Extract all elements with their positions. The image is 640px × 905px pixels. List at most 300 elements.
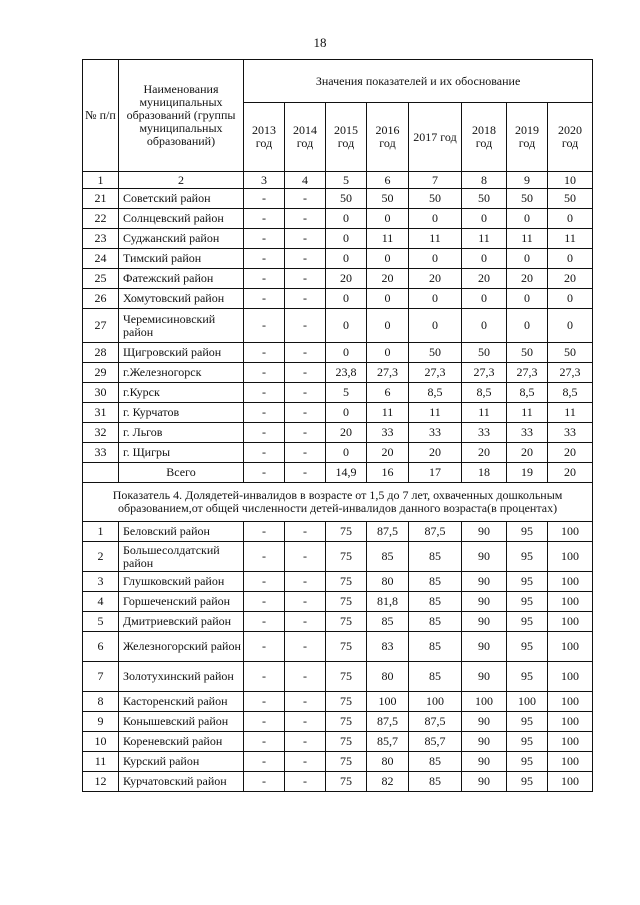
value-cell: 8,5 — [548, 383, 593, 403]
value-cell: - — [285, 249, 326, 269]
value-cell: 85 — [409, 542, 462, 572]
value-cell: 33 — [409, 423, 462, 443]
row-name: Дмитриевский район — [119, 612, 244, 632]
header-year: 2018 год — [462, 103, 507, 172]
value-cell: 20 — [367, 269, 409, 289]
value-cell: - — [244, 772, 285, 792]
row-num: 9 — [83, 712, 119, 732]
value-cell: 90 — [462, 572, 507, 592]
value-cell: - — [285, 612, 326, 632]
value-cell: 0 — [367, 289, 409, 309]
header-values: Значения показателей и их обоснование — [244, 60, 593, 103]
value-cell: - — [285, 712, 326, 732]
value-cell: 95 — [507, 752, 548, 772]
value-cell: 27,3 — [367, 363, 409, 383]
value-cell: 8,5 — [507, 383, 548, 403]
value-cell: 90 — [462, 632, 507, 662]
value-cell: 20 — [507, 443, 548, 463]
value-cell: 50 — [462, 343, 507, 363]
value-cell: - — [285, 772, 326, 792]
value-cell: 80 — [367, 572, 409, 592]
row-name: Касторенский район — [119, 692, 244, 712]
value-cell: 100 — [409, 692, 462, 712]
value-cell: 100 — [548, 612, 593, 632]
row-num: 5 — [83, 612, 119, 632]
value-cell: 90 — [462, 612, 507, 632]
row-name: г. Щигры — [119, 443, 244, 463]
table-body-part-b — [83, 522, 593, 792]
value-cell: 0 — [462, 289, 507, 309]
indicator-text: Показатель 4. Долядетей-инвалидов в возрасте от 1,5 до 7 лет, охваченных дошкольным образованием,от общей численности детей-инвалидов данного возраста(в процентах) — [83, 483, 593, 522]
table-row — [83, 752, 593, 772]
value-cell: 50 — [507, 343, 548, 363]
table-row — [83, 403, 593, 423]
row-num: 23 — [83, 229, 119, 249]
row-name: Курчатовский район — [119, 772, 244, 792]
row-name: Суджанский район — [119, 229, 244, 249]
value-cell: 50 — [409, 189, 462, 209]
total-cell: 16 — [367, 463, 409, 483]
value-cell: 11 — [548, 403, 593, 423]
value-cell: 75 — [326, 752, 367, 772]
row-name: Тимский район — [119, 249, 244, 269]
row-name: г. Курчатов — [119, 403, 244, 423]
row-name: Курский район — [119, 752, 244, 772]
value-cell: - — [285, 309, 326, 343]
value-cell: 75 — [326, 692, 367, 712]
value-cell: 33 — [548, 423, 593, 443]
row-name: г.Железногорск — [119, 363, 244, 383]
page-number: 18 — [313, 35, 327, 50]
value-cell: 8,5 — [462, 383, 507, 403]
value-cell: - — [244, 403, 285, 423]
table-row — [83, 692, 593, 712]
value-cell: - — [244, 592, 285, 612]
value-cell: - — [285, 732, 326, 752]
value-cell: - — [244, 443, 285, 463]
value-cell: 80 — [367, 662, 409, 692]
value-cell: 95 — [507, 612, 548, 632]
table-row — [83, 363, 593, 383]
row-num: 4 — [83, 592, 119, 612]
value-cell: - — [244, 363, 285, 383]
row-name: Щигровский район — [119, 343, 244, 363]
value-cell: 0 — [507, 309, 548, 343]
table-row — [83, 632, 593, 662]
value-cell: - — [285, 542, 326, 572]
value-cell: 75 — [326, 732, 367, 752]
value-cell: 75 — [326, 612, 367, 632]
value-cell: 85,7 — [367, 732, 409, 752]
value-cell: 0 — [326, 403, 367, 423]
row-name: Советский район — [119, 189, 244, 209]
value-cell: 75 — [326, 542, 367, 572]
header-name: Наименования муниципальных образований (группы муниципальных образований) — [119, 60, 244, 172]
value-cell: 85 — [409, 772, 462, 792]
value-cell: 90 — [462, 712, 507, 732]
value-cell: 85 — [367, 612, 409, 632]
table-row — [83, 732, 593, 752]
value-cell: 75 — [326, 522, 367, 542]
header-index-cell: 6 — [367, 172, 409, 189]
row-num: 25 — [83, 269, 119, 289]
value-cell: - — [285, 443, 326, 463]
total-cell: 17 — [409, 463, 462, 483]
value-cell: 75 — [326, 632, 367, 662]
value-cell: 0 — [548, 289, 593, 309]
value-cell: 85 — [367, 542, 409, 572]
value-cell: 0 — [409, 309, 462, 343]
value-cell: 95 — [507, 572, 548, 592]
value-cell: 90 — [462, 752, 507, 772]
header-year: 2015 год — [326, 103, 367, 172]
table-row — [83, 289, 593, 309]
value-cell: 75 — [326, 592, 367, 612]
total-cell: 20 — [548, 463, 593, 483]
row-name: Горшеченский район — [119, 592, 244, 612]
table-row — [83, 443, 593, 463]
header-index-cell: 1 — [83, 172, 119, 189]
value-cell: 33 — [462, 423, 507, 443]
header-year: 2020 год — [548, 103, 593, 172]
value-cell: 23,8 — [326, 363, 367, 383]
header-year: 2017 год — [409, 103, 462, 172]
value-cell: - — [285, 752, 326, 772]
value-cell: - — [285, 632, 326, 662]
value-cell: - — [285, 572, 326, 592]
table-row — [83, 423, 593, 443]
value-cell: 0 — [548, 249, 593, 269]
row-name: Глушковский район — [119, 572, 244, 592]
value-cell: 95 — [507, 732, 548, 752]
table-row — [83, 712, 593, 732]
value-cell: 95 — [507, 592, 548, 612]
table-row — [83, 662, 593, 692]
value-cell: 20 — [462, 443, 507, 463]
value-cell: - — [244, 662, 285, 692]
value-cell: 0 — [548, 209, 593, 229]
value-cell: 90 — [462, 772, 507, 792]
row-num: 24 — [83, 249, 119, 269]
row-name: Конышевский район — [119, 712, 244, 732]
value-cell: 100 — [507, 692, 548, 712]
value-cell: 20 — [326, 423, 367, 443]
value-cell: 90 — [462, 592, 507, 612]
value-cell: 100 — [548, 752, 593, 772]
total-cell: 19 — [507, 463, 548, 483]
value-cell: 87,5 — [367, 522, 409, 542]
value-cell: 90 — [462, 732, 507, 752]
value-cell: 75 — [326, 712, 367, 732]
header-index-cell: 4 — [285, 172, 326, 189]
table-row — [83, 269, 593, 289]
row-num: 30 — [83, 383, 119, 403]
value-cell: 0 — [507, 209, 548, 229]
value-cell: 100 — [548, 712, 593, 732]
value-cell: 100 — [548, 772, 593, 792]
row-name: Железногорский район — [119, 632, 244, 662]
value-cell: 0 — [507, 249, 548, 269]
table-row — [83, 572, 593, 592]
row-num: 11 — [83, 752, 119, 772]
header-index-row — [83, 172, 593, 189]
value-cell: - — [244, 249, 285, 269]
value-cell: 0 — [326, 209, 367, 229]
value-cell: 100 — [548, 692, 593, 712]
value-cell: - — [244, 189, 285, 209]
value-cell: 95 — [507, 522, 548, 542]
value-cell: 90 — [462, 522, 507, 542]
value-cell: 87,5 — [409, 522, 462, 542]
value-cell: 50 — [326, 189, 367, 209]
value-cell: 33 — [507, 423, 548, 443]
row-num: 8 — [83, 692, 119, 712]
value-cell: 95 — [507, 712, 548, 732]
row-name: Кореневский район — [119, 732, 244, 752]
row-num: 6 — [83, 632, 119, 662]
value-cell: 100 — [548, 572, 593, 592]
value-cell: - — [285, 229, 326, 249]
value-cell: - — [244, 692, 285, 712]
row-name: Золотухинский район — [119, 662, 244, 692]
table-row — [83, 343, 593, 363]
table-row — [83, 592, 593, 612]
row-num: 12 — [83, 772, 119, 792]
value-cell: 100 — [548, 732, 593, 752]
table-row — [83, 229, 593, 249]
value-cell: 87,5 — [367, 712, 409, 732]
value-cell: 27,3 — [507, 363, 548, 383]
value-cell: 27,3 — [548, 363, 593, 383]
value-cell: 100 — [367, 692, 409, 712]
value-cell: 0 — [367, 209, 409, 229]
value-cell: 11 — [409, 403, 462, 423]
value-cell: 100 — [548, 632, 593, 662]
value-cell: 11 — [507, 229, 548, 249]
row-name: Фатежский район — [119, 269, 244, 289]
table-body-part-a — [83, 189, 593, 463]
value-cell: - — [285, 423, 326, 443]
value-cell: - — [285, 403, 326, 423]
value-cell: - — [244, 572, 285, 592]
value-cell: 0 — [462, 249, 507, 269]
value-cell: 20 — [326, 269, 367, 289]
value-cell: 50 — [367, 189, 409, 209]
header-index-cell: 3 — [244, 172, 285, 189]
row-num: 22 — [83, 209, 119, 229]
value-cell: 0 — [409, 209, 462, 229]
row-num: 26 — [83, 289, 119, 309]
row-num: 1 — [83, 522, 119, 542]
value-cell: - — [244, 752, 285, 772]
table-row — [83, 383, 593, 403]
header-num: № п/п — [83, 60, 119, 172]
header-year: 2014 год — [285, 103, 326, 172]
value-cell: - — [285, 209, 326, 229]
header-year: 2013 год — [244, 103, 285, 172]
value-cell: 50 — [507, 189, 548, 209]
value-cell: - — [285, 383, 326, 403]
value-cell: - — [285, 363, 326, 383]
value-cell: 6 — [367, 383, 409, 403]
value-cell: - — [244, 269, 285, 289]
value-cell: 0 — [462, 309, 507, 343]
total-cell: - — [285, 463, 326, 483]
header-index-cell: 8 — [462, 172, 507, 189]
header-index-cell: 2 — [119, 172, 244, 189]
value-cell: 5 — [326, 383, 367, 403]
value-cell: 0 — [326, 443, 367, 463]
table-row — [83, 772, 593, 792]
value-cell: - — [244, 612, 285, 632]
value-cell: 75 — [326, 772, 367, 792]
value-cell: 0 — [507, 289, 548, 309]
value-cell: 95 — [507, 632, 548, 662]
value-cell: 50 — [548, 343, 593, 363]
row-name: Беловский район — [119, 522, 244, 542]
value-cell: 80 — [367, 752, 409, 772]
value-cell: 0 — [326, 229, 367, 249]
value-cell: - — [285, 289, 326, 309]
value-cell: 85,7 — [409, 732, 462, 752]
table-row — [83, 612, 593, 632]
row-num: 29 — [83, 363, 119, 383]
value-cell: - — [285, 343, 326, 363]
value-cell: 50 — [409, 343, 462, 363]
value-cell: 95 — [507, 772, 548, 792]
total-label: Всего — [119, 463, 244, 483]
value-cell: 0 — [326, 249, 367, 269]
value-cell: 100 — [548, 522, 593, 542]
row-name: Хомутовский район — [119, 289, 244, 309]
value-cell: - — [285, 522, 326, 542]
value-cell: 20 — [548, 269, 593, 289]
value-cell: 20 — [548, 443, 593, 463]
table-row — [83, 209, 593, 229]
value-cell: - — [285, 662, 326, 692]
value-cell: 20 — [367, 443, 409, 463]
indicator-row — [83, 483, 593, 522]
row-num: 3 — [83, 572, 119, 592]
value-cell: 95 — [507, 662, 548, 692]
row-num: 21 — [83, 189, 119, 209]
value-cell: 20 — [409, 269, 462, 289]
value-cell: 20 — [409, 443, 462, 463]
value-cell: 20 — [507, 269, 548, 289]
value-cell: - — [244, 732, 285, 752]
value-cell: 11 — [367, 403, 409, 423]
value-cell: 0 — [548, 309, 593, 343]
value-cell: 90 — [462, 542, 507, 572]
header-year: 2016 год — [367, 103, 409, 172]
value-cell: 75 — [326, 572, 367, 592]
value-cell: 11 — [409, 229, 462, 249]
value-cell: 11 — [548, 229, 593, 249]
value-cell: - — [285, 269, 326, 289]
row-name: г.Курск — [119, 383, 244, 403]
value-cell: 95 — [507, 542, 548, 572]
value-cell: 0 — [409, 249, 462, 269]
value-cell: - — [285, 692, 326, 712]
value-cell: - — [244, 542, 285, 572]
value-cell: 87,5 — [409, 712, 462, 732]
value-cell: - — [244, 383, 285, 403]
table-row — [83, 189, 593, 209]
value-cell: 0 — [462, 209, 507, 229]
value-cell: 0 — [326, 289, 367, 309]
table-row — [83, 249, 593, 269]
value-cell: 100 — [548, 592, 593, 612]
row-name: г. Льгов — [119, 423, 244, 443]
value-cell: 0 — [326, 343, 367, 363]
value-cell: 11 — [462, 229, 507, 249]
total-cell: 14,9 — [326, 463, 367, 483]
row-name: Черемисиновский район — [119, 309, 244, 343]
value-cell: - — [244, 632, 285, 662]
value-cell: 85 — [409, 612, 462, 632]
value-cell: - — [285, 189, 326, 209]
value-cell: 0 — [367, 343, 409, 363]
row-name: Солнцевский район — [119, 209, 244, 229]
total-cell: 18 — [462, 463, 507, 483]
value-cell: 0 — [367, 249, 409, 269]
value-cell: 0 — [326, 309, 367, 343]
value-cell: - — [285, 592, 326, 612]
table-row — [83, 522, 593, 542]
value-cell: 100 — [462, 692, 507, 712]
value-cell: 0 — [367, 309, 409, 343]
row-num: 27 — [83, 309, 119, 343]
value-cell: - — [244, 289, 285, 309]
row-num: 32 — [83, 423, 119, 443]
value-cell: 75 — [326, 662, 367, 692]
table-row — [83, 542, 593, 572]
value-cell: 81,8 — [367, 592, 409, 612]
value-cell: 20 — [462, 269, 507, 289]
value-cell: 11 — [367, 229, 409, 249]
row-num: 28 — [83, 343, 119, 363]
row-num: 31 — [83, 403, 119, 423]
value-cell: - — [244, 423, 285, 443]
total-num-cell — [83, 463, 119, 483]
header-index-cell: 9 — [507, 172, 548, 189]
total-row — [83, 463, 593, 483]
value-cell: 0 — [409, 289, 462, 309]
value-cell: 85 — [409, 662, 462, 692]
value-cell: 11 — [507, 403, 548, 423]
table-row — [83, 309, 593, 343]
value-cell: - — [244, 712, 285, 732]
row-num: 2 — [83, 542, 119, 572]
value-cell: - — [244, 522, 285, 542]
header-index-cell: 7 — [409, 172, 462, 189]
value-cell: - — [244, 309, 285, 343]
value-cell: 50 — [462, 189, 507, 209]
header-year: 2019 год — [507, 103, 548, 172]
value-cell: 85 — [409, 632, 462, 662]
header-index-cell: 5 — [326, 172, 367, 189]
value-cell: 100 — [548, 662, 593, 692]
row-num: 7 — [83, 662, 119, 692]
total-cell: - — [244, 463, 285, 483]
value-cell: 50 — [548, 189, 593, 209]
value-cell: - — [244, 209, 285, 229]
value-cell: 33 — [367, 423, 409, 443]
value-cell: 85 — [409, 752, 462, 772]
value-cell: 100 — [548, 542, 593, 572]
value-cell: 83 — [367, 632, 409, 662]
value-cell: 85 — [409, 592, 462, 612]
